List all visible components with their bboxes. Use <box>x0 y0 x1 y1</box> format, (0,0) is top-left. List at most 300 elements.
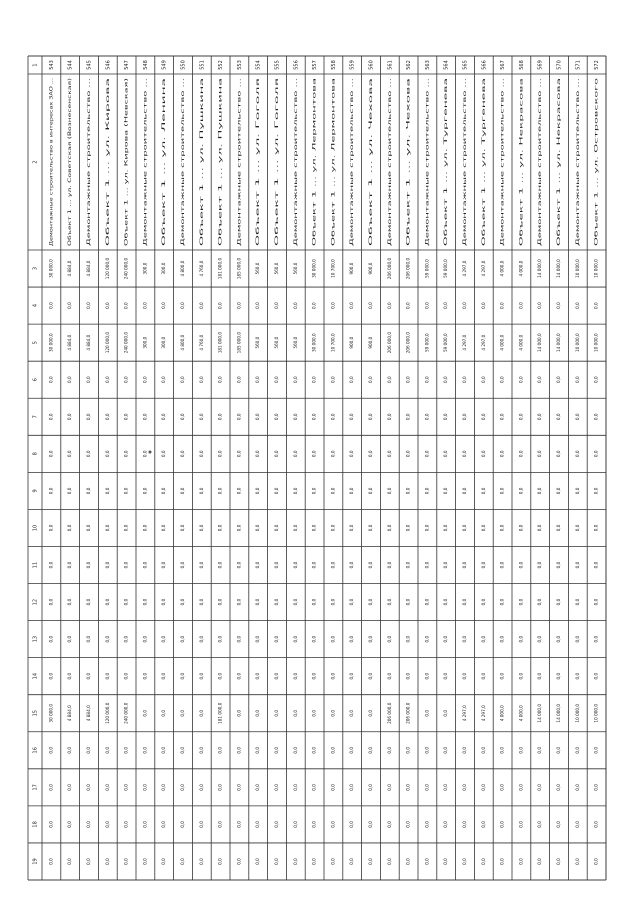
row-value: 0,0 <box>217 635 223 643</box>
row-value: 0,0 <box>255 561 261 569</box>
row-value: 0,0 <box>462 487 467 495</box>
row-value: 0,0 <box>499 302 505 309</box>
row-value: 0,0 <box>593 672 599 680</box>
column-number: 3 <box>32 266 39 271</box>
row-value: 0,0 <box>104 784 110 791</box>
row-value: 0,0 <box>198 635 204 643</box>
row-description: Демонтажные строительство ... <box>424 175 430 247</box>
row-value: 0,0 <box>574 450 580 458</box>
row-value: 0,0 <box>518 376 524 384</box>
row-value: 0,0 <box>217 413 223 421</box>
row-value: 0,0 <box>499 858 505 865</box>
row-value: 0,0 <box>274 635 279 643</box>
row-value: 0,0 <box>349 487 355 495</box>
row-value: 0,0 <box>86 487 91 495</box>
row-value: 0,0 <box>142 376 148 384</box>
row-value: 0,0 <box>161 487 167 495</box>
column-number: 8 <box>32 452 39 456</box>
row-value: 4 800,0 <box>180 260 185 277</box>
row-value: 0,0 <box>424 450 430 458</box>
row-value: 0,0 <box>161 672 167 680</box>
row-value: 0,0 <box>480 598 486 606</box>
row-value: 0,0 <box>161 784 167 791</box>
row-value: 560,0 <box>292 336 298 349</box>
row-value: 0,0 <box>292 413 298 421</box>
row-value: 4 884,0 <box>67 705 73 722</box>
row-value: 0,0 <box>499 635 505 643</box>
row-value: 0,0 <box>443 746 449 754</box>
row-value: 4 884,0 <box>67 260 73 277</box>
row-value: 0,0 <box>368 561 373 569</box>
row-value: 0,0 <box>593 784 599 791</box>
row-number: 568 <box>518 60 525 70</box>
row-value: 14 000,0 <box>537 333 543 352</box>
row-description: Объект 1 ... ул. Ленина <box>161 194 167 247</box>
row-value: 0,0 <box>198 784 204 791</box>
row-value: 0,0 <box>462 376 467 384</box>
row-value: 0,0 <box>518 413 524 421</box>
row-value: 0,0 <box>386 858 392 865</box>
row-value: 0,0 <box>386 413 392 421</box>
row-value: 0,0 <box>104 450 110 458</box>
row-value: 0,0 <box>368 709 373 717</box>
row-description: Объект 1 ... ул. Чехова <box>368 195 373 246</box>
row-value: 0,0 <box>574 746 580 754</box>
row-value: 0,0 <box>443 635 449 643</box>
row-value: 0,0 <box>405 450 411 458</box>
row-value: 0,0 <box>330 302 336 309</box>
row-value: 0,0 <box>48 413 54 421</box>
row-value: 0,0 <box>67 635 73 643</box>
row-value: 0,0 <box>330 672 336 680</box>
row-value: 0,0 <box>593 598 599 606</box>
row-value: 0,0 <box>67 302 73 309</box>
row-value: 0,0 <box>424 598 430 606</box>
column-number: 1 <box>32 63 39 67</box>
row-value: 900,0 <box>349 262 355 275</box>
row-value: 0,0 <box>462 413 467 421</box>
row-number: 567 <box>500 60 507 70</box>
row-value: 0,0 <box>480 746 486 754</box>
row-value: 0,0 <box>142 709 148 717</box>
row-value: 0,0 <box>161 561 167 569</box>
row-value: 0,0 <box>349 598 355 606</box>
row-value: 14 000,0 <box>537 259 543 278</box>
row-number: 570 <box>556 60 563 70</box>
row-description: Демонтажные строительство в интересах ЗАО ... <box>48 136 54 246</box>
row-number: 554 <box>255 60 262 70</box>
row-value: 0,0 <box>142 413 148 421</box>
row-value: 0,0 <box>424 376 430 384</box>
row-value: 0,0 <box>180 302 185 309</box>
row-value: 0,0 <box>443 524 449 532</box>
row-value: 0,0 <box>574 784 580 791</box>
row-value: 0,0 <box>593 561 599 569</box>
row-value: 0,0 <box>556 413 561 421</box>
row-value: 0,0 <box>217 858 223 865</box>
row-value: 0,0 <box>330 858 336 865</box>
column-number: 9 <box>32 489 39 493</box>
row-description: Объект 1 ... ул. Лермонтова <box>311 184 317 246</box>
row-value: 0,0 <box>104 413 110 421</box>
row-value: 0,0 <box>180 487 185 495</box>
row-value: 0,0 <box>574 672 580 680</box>
row-value: 0,0 <box>574 858 580 865</box>
row-value: 300,0 <box>142 262 148 275</box>
row-value: 0,0 <box>368 487 373 495</box>
row-value: 0,0 <box>574 376 580 384</box>
row-description: Демонтажные строительство ... <box>386 175 392 246</box>
row-value: 0,0 <box>48 598 54 606</box>
row-value: 0,0 <box>330 561 336 569</box>
row-number: 547 <box>124 60 131 70</box>
row-value: 0,0 <box>292 709 298 717</box>
row-description: Демонтажные строительство ... <box>142 175 148 246</box>
row-value: 0,0 <box>255 672 261 680</box>
row-value: 0,0 <box>198 450 204 458</box>
row-number: 546 <box>105 60 112 70</box>
row-value: 0,0 <box>142 524 148 532</box>
row-value: 0,0 <box>499 598 505 606</box>
row-value: 0,0 <box>142 302 148 309</box>
row-value: 0,0 <box>67 450 73 458</box>
row-value: 0,0 <box>255 598 261 606</box>
row-value: 0,0 <box>236 784 242 791</box>
row-value: 0,0 <box>255 858 261 865</box>
row-value: 59 000,0 <box>424 333 430 352</box>
row-value: 0,0 <box>180 821 185 828</box>
row-value: 0,0 <box>311 450 317 458</box>
row-value: 0,0 <box>274 302 279 309</box>
row-value: 0,0 <box>217 821 223 828</box>
row-number: 552 <box>218 60 225 70</box>
row-value: 0,0 <box>424 672 430 680</box>
row-value: 0,0 <box>480 450 486 458</box>
row-value: 0,0 <box>537 302 543 309</box>
row-value: 0,0 <box>518 821 524 828</box>
row-value: 0,0 <box>292 487 298 495</box>
row-value: 0,0 <box>311 784 317 791</box>
row-value: 0,0 <box>443 561 449 569</box>
row-value: 59 000,0 <box>424 259 430 278</box>
row-value: 0,0 <box>330 413 336 421</box>
row-description: Объект 1 ... ул. Кирова (Невская) <box>123 172 129 246</box>
row-value: 0,0 <box>123 598 129 606</box>
row-value: 206 000,0 <box>405 257 411 280</box>
row-value: 0,0 <box>180 672 185 680</box>
row-value: 0,0 <box>574 413 580 421</box>
row-value: 0,0 <box>104 821 110 828</box>
row-value: 0,0 <box>368 821 373 828</box>
row-value: 10 000,0 <box>574 333 580 352</box>
row-value: 4 800,0 <box>180 334 185 351</box>
row-value: 0,0 <box>368 858 373 865</box>
row-value: 0,0 <box>556 524 561 532</box>
row-value: 0,0 <box>405 598 411 606</box>
row-value: 0,0 <box>518 858 524 865</box>
row-value: 4 000,0 <box>518 705 524 722</box>
row-value: 0,0 <box>217 487 223 495</box>
row-value: 0,0 <box>311 487 317 495</box>
row-value: 0,0 <box>274 487 279 495</box>
row-value: 0,0 <box>255 450 261 458</box>
row-value: 0,0 <box>386 635 392 643</box>
column-number: 15 <box>32 710 39 717</box>
row-value: 0,0 <box>274 524 279 532</box>
row-description: Объект 1 ... ул. Тургенева <box>443 188 449 246</box>
row-value: 0,0 <box>311 598 317 606</box>
row-value: 0,0 <box>104 376 110 384</box>
row-value: 0,0 <box>255 487 261 495</box>
row-value: 4 884,0 <box>86 705 91 722</box>
row-value: 0,0 <box>236 376 242 384</box>
row-value: 0,0 <box>67 413 73 421</box>
row-value: 900,0 <box>368 262 373 275</box>
row-value: 0,0 <box>198 746 204 754</box>
row-value: 0,0 <box>123 635 129 643</box>
row-value: 0,0 <box>518 524 524 532</box>
row-value: 0,0 <box>217 561 223 569</box>
row-value: 0,0 <box>349 524 355 532</box>
row-value: 0,0 <box>480 635 486 643</box>
row-value: 59 000,0 <box>443 259 449 278</box>
row-value: 0,0 <box>462 672 467 680</box>
row-value: 0,0 <box>236 487 242 495</box>
row-value: 0,0 <box>180 784 185 791</box>
row-value: 0,0 <box>424 746 430 754</box>
row-value: 0,0 <box>574 302 580 309</box>
row-value: 0,0 <box>537 784 543 791</box>
row-description: Объект 1 ... ул. Островского <box>593 183 599 246</box>
row-value: 0,0 <box>274 709 279 717</box>
row-value: 0,0 <box>424 524 430 532</box>
row-value: 0,0 <box>292 376 298 384</box>
row-value: 4 000,0 <box>518 334 524 351</box>
row-value: 560,0 <box>292 262 298 275</box>
row-value: 0,0 <box>556 302 561 309</box>
row-value: 0,0 <box>368 524 373 532</box>
row-value: 0,0 <box>274 821 279 828</box>
row-value: 0,0 <box>443 672 449 680</box>
row-value: 0,0 <box>574 561 580 569</box>
row-value: 0,0 <box>255 746 261 754</box>
row-number: 571 <box>575 60 582 70</box>
row-value: 0,0 <box>217 672 223 680</box>
row-value: 4 297,0 <box>462 260 467 277</box>
row-value: 0,0 <box>443 821 449 828</box>
row-value: 0,0 <box>198 376 204 384</box>
row-value: 0,0 <box>518 784 524 791</box>
row-value: 0,0 <box>368 450 373 458</box>
row-value: 0,0 <box>236 598 242 606</box>
row-value: 0,0 <box>556 487 561 495</box>
column-number: 12 <box>32 598 39 606</box>
row-description: Демонтажные строительство ... <box>537 175 543 246</box>
row-value: 0,0 <box>48 672 54 680</box>
row-value: 0,0 <box>86 635 91 643</box>
row-value: 0,0 <box>593 302 599 309</box>
row-value: 181 000,0 <box>217 257 223 280</box>
row-value: 0,0 <box>161 821 167 828</box>
row-value: 0,0 <box>443 450 449 458</box>
row-value: 30 000,0 <box>311 259 317 278</box>
row-value: 0,0 <box>67 858 73 865</box>
row-value: 0,0 <box>386 450 392 458</box>
row-value: 0,0 <box>48 746 54 754</box>
row-value: 0,0 <box>198 858 204 865</box>
row-value: 0,0 <box>593 635 599 643</box>
row-value: 0,0 <box>48 524 54 532</box>
row-value: 0,0 <box>480 821 486 828</box>
row-value: 10 000,0 <box>574 703 580 723</box>
row-value: 0,0 <box>123 746 129 754</box>
row-value: 0,0 <box>123 376 129 384</box>
row-value: 0,0 <box>142 487 148 495</box>
row-value: 0,0 <box>104 858 110 865</box>
row-value: 0,0 <box>499 413 505 421</box>
row-value: 0,0 <box>48 487 54 495</box>
row-value: 0,0 <box>405 561 411 569</box>
row-value: 4 297,0 <box>462 705 467 722</box>
row-value: 0,0 <box>386 598 392 606</box>
row-value: 10 000,0 <box>593 259 599 278</box>
row-value: 0,0 <box>462 561 467 569</box>
row-value: 0,0 <box>255 784 261 791</box>
row-value: 0,0 <box>556 784 561 791</box>
row-value: 0,0 <box>180 709 185 717</box>
row-value: 0,0 <box>217 302 223 309</box>
row-value: 0,0 <box>161 858 167 865</box>
row-description: Объект 1 ... ул. Некрасова <box>556 187 561 246</box>
row-value: 0,0 <box>386 672 392 680</box>
row-value: 0,0 <box>349 450 355 458</box>
row-number: 551 <box>199 60 206 70</box>
row-value: 0,0 <box>86 524 91 532</box>
row-value: 0,0 <box>86 858 91 865</box>
row-value: 185 000,0 <box>236 257 242 280</box>
row-value: 0,0 <box>48 561 54 569</box>
row-value: 181 000,0 <box>217 331 223 354</box>
row-value: 0,0 <box>311 561 317 569</box>
row-value: 0,0 <box>48 302 54 309</box>
row-value: 0,0 <box>349 672 355 680</box>
row-number: 560 <box>368 60 375 70</box>
row-value: 240 000,0 <box>123 331 129 354</box>
row-value: 4 000,0 <box>499 705 505 722</box>
row-value: 0,0 <box>161 413 167 421</box>
row-number: 548 <box>142 60 149 70</box>
row-value: 0,0 <box>537 821 543 828</box>
column-number: 16 <box>32 747 39 754</box>
row-value: 0,0 <box>330 487 336 495</box>
row-value: 0,0 <box>349 413 355 421</box>
row-value: 0,0 <box>123 413 129 421</box>
row-value: 0,0 <box>86 672 91 680</box>
row-value: 0,0 <box>499 672 505 680</box>
row-value: 0,0 <box>405 672 411 680</box>
row-value: 0,0 <box>386 376 392 384</box>
row-value: 10 000,0 <box>593 703 599 723</box>
row-value: 560,0 <box>274 336 279 349</box>
row-description: Объект 1 ... ул. Чехова <box>405 195 411 246</box>
row-value: 0,0 <box>480 524 486 532</box>
row-value: 0,0 <box>236 746 242 754</box>
row-value: 0,0 <box>480 302 486 309</box>
row-value: 0,0 <box>292 598 298 606</box>
row-value: 0,0 <box>48 784 54 791</box>
row-value: 0,0 <box>123 672 129 680</box>
row-number: 543 <box>48 60 55 70</box>
row-value: 0,0 <box>104 561 110 569</box>
column-number: 4 <box>32 303 39 308</box>
row-value: 0,0 <box>537 376 543 384</box>
row-value: 4 000,0 <box>518 260 524 277</box>
row-value: 0,0 <box>518 635 524 643</box>
row-value: 0,0 <box>86 784 91 791</box>
row-value: 0,0 <box>537 413 543 421</box>
row-value: 0,0 <box>180 413 185 421</box>
column-number: 2 <box>32 160 39 164</box>
row-value: 0,0 <box>217 784 223 791</box>
row-value: 30 000,0 <box>311 333 317 352</box>
column-number: 19 <box>32 858 39 865</box>
row-description: Объект 1 ... ул. Пушкина <box>217 191 223 246</box>
row-description: Демонтажные строительство ... <box>292 175 298 246</box>
row-value: 0,0 <box>368 746 373 754</box>
row-value: 0,0 <box>499 487 505 495</box>
row-value: 0,0 <box>198 561 204 569</box>
row-value: 0,0 <box>217 524 223 532</box>
row-value: 0,0 <box>518 598 524 606</box>
row-value: 0,0 <box>574 487 580 495</box>
row-value: 0,0 <box>292 672 298 680</box>
row-value: 0,0 <box>161 376 167 384</box>
row-value: 0,0 <box>405 302 411 309</box>
row-value: 0,0 <box>556 561 561 569</box>
row-value: 0,0 <box>499 821 505 828</box>
row-value: 0,0 <box>462 450 467 458</box>
row-value: 0,0 <box>462 858 467 865</box>
row-value: 0,0 <box>198 302 204 309</box>
column-number: 11 <box>32 561 39 569</box>
row-value: 0,0 <box>330 784 336 791</box>
row-value: 0,0 <box>236 413 242 421</box>
row-number: 553 <box>236 60 243 70</box>
row-value: 206 000,0 <box>405 331 411 354</box>
row-value: 0,0 <box>274 858 279 865</box>
row-value: 0,0 <box>274 413 279 421</box>
row-value: 0,0 <box>349 561 355 569</box>
row-value: 0,0 <box>48 376 54 384</box>
row-value: 0,0 <box>405 487 411 495</box>
row-value: 206 000,0 <box>386 702 392 724</box>
row-value: 0,0 <box>368 598 373 606</box>
row-value: 0,0 <box>405 821 411 828</box>
row-value: 0,0 <box>104 524 110 532</box>
row-value: 0,0 <box>198 487 204 495</box>
row-value: 14 000,0 <box>556 259 561 278</box>
row-value: 0,0 <box>236 524 242 532</box>
row-description: Объект 1 ... ул. Гоголя <box>255 196 261 246</box>
row-value: 0,0 <box>462 598 467 606</box>
row-value: 0,0 <box>537 487 543 495</box>
row-value: 30 000,0 <box>48 703 54 723</box>
row-value: 0,0 <box>499 784 505 791</box>
row-value: 14 000,0 <box>556 703 561 723</box>
row-value: 0,0 <box>180 561 185 569</box>
row-description: Демонтажные строительство ... <box>236 175 242 246</box>
row-value: 0,0 <box>123 821 129 828</box>
